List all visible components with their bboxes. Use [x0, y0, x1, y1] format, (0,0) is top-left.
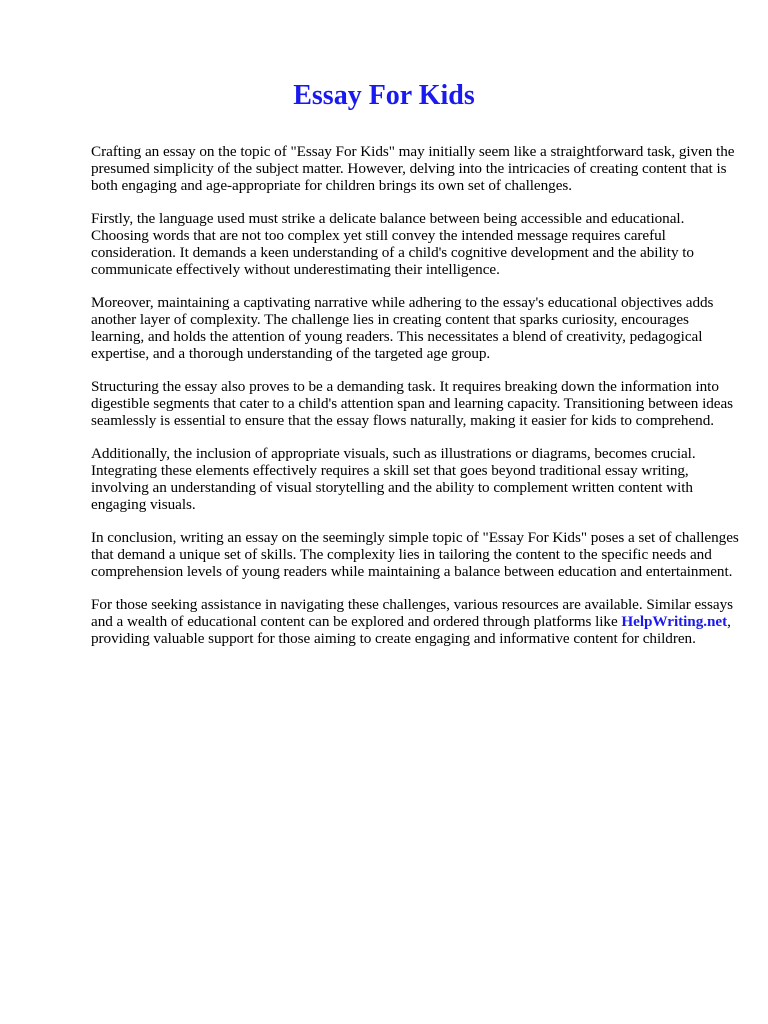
paragraph-narrative: Moreover, maintaining a captivating narrative while adhering to the essay's educational objectives adds another layer of complexity. The challenge lies in creating content that sparks curiosity, encourages learning, and holds the attention of young readers. This necessitates a blend of creativity, pedagogical expertise, and a thorough understanding of the targeted age group. — [91, 294, 714, 362]
paragraph-structure: Structuring the essay also proves to be a demanding task. It requires breaking down the information into digestible segments that cater to a child's attention span and learning capacity. Transitioning between ideas seamlessly is essential to ensure that the essay flows naturally, making it easier for kids to comprehend. — [91, 378, 734, 429]
paragraph-visuals: Additionally, the inclusion of appropriate visuals, such as illustrations or diagrams, becomes crucial. Integrating these elements effectively requires a skill set that goes beyond traditional essay writing, involving an understanding of visual storytelling and the ability to complement written content with engaging visuals. — [91, 445, 696, 513]
document-title: Essay For Kids — [293, 80, 475, 111]
paragraph-language: Firstly, the language used must strike a delicate balance between being accessible and educational. Choosing words that are not too complex yet still convey the intended message requires careful consideration. It demands a keen understanding of a child's cognitive development and the ability to communicate effectively without underestimating their intelligence. — [91, 210, 694, 278]
document-body — [91, 143, 741, 663]
paragraph-conclusion: In conclusion, writing an essay on the seemingly simple topic of "Essay For Kids" poses a set of challenges that demand a unique set of skills. The complexity lies in tailoring the content to the specific needs and comprehension levels of young readers while maintaining a balance between education and entertainment. — [91, 529, 739, 580]
paragraph-resources — [91, 596, 741, 647]
resources-text-after-link: , providing valuable support for those aiming to create engaging and informative content for children. — [91, 613, 731, 647]
helpwriting-link[interactable]: HelpWriting.net — [621, 613, 728, 630]
paragraph-intro: Crafting an essay on the topic of "Essay For Kids" may initially seem like a straightforward task, given the presumed simplicity of the subject matter. However, delving into the intricacies of creating content that is both engaging and age-appropriate for children brings its own set of challenges. — [91, 143, 735, 194]
resources-text-before-link: For those seeking assistance in navigating these challenges, various resources are available. Similar essays and a wealth of educational content can be explored and ordered through platforms like — [91, 596, 733, 630]
